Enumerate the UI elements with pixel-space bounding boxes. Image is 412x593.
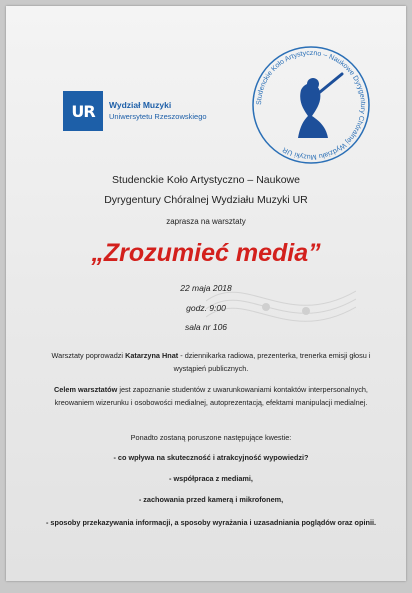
conductor-icon: [298, 74, 342, 138]
topic-item: - sposoby przekazywania informacji, a sposoby wyrażania i uzasadniania poglądów oraz opinii.: [45, 518, 377, 527]
host-paragraph: [46, 349, 376, 375]
invite-text: zaprasza na warsztaty: [166, 217, 246, 226]
goal-paragraph: [46, 383, 376, 409]
organizer-line-2: Dyrygentury Chóralnej Wydziału Muzyki UR: [104, 194, 308, 206]
event-title: „Zrozumieć media”: [91, 239, 321, 267]
event-date: 22 maja 2018: [180, 283, 232, 293]
logo-faculty: Wydział Muzyki: [109, 100, 172, 110]
goal-label: Celem warsztatów: [54, 385, 118, 394]
logo-university: Uniwersytetu Rzeszowskiego: [109, 112, 207, 121]
topics-intro: Ponadto zostaną poruszone następujące kwestie:: [130, 433, 292, 442]
seal-ring-text: Studenckie Koło Artystyczno – Naukowe Dyrygentury Chóralnej Wydziału Muzyki UR: [255, 49, 367, 161]
poster: [6, 6, 406, 581]
choir-seal-logo: [246, 40, 376, 170]
event-time: godz. 9:00: [186, 303, 226, 313]
organizer-line-1: Studenckie Koło Artystyczno – Naukowe: [112, 174, 300, 186]
topic-item: - co wpływa na skuteczność i atrakcyjność wypowiedzi?: [113, 453, 309, 462]
host-name: Katarzyna Hnat: [125, 351, 179, 360]
logo-text: [109, 99, 207, 123]
host-description: - dziennikarka radiowa, prezenterka, trenerka emisji głosu i wystąpień publicznych.: [173, 351, 371, 373]
topic-item: - zachowania przed kamerą i mikrofonem,: [138, 495, 284, 504]
ur-logo-icon: UR: [63, 91, 103, 131]
goal-text: jest zapoznanie studentów z uwarunkowaniami kontaktów interpersonalnych, kreowaniem wizerunku i osobowości medialnej, autoprezentacją, efektami manipulacji medialnej.: [54, 385, 368, 407]
topic-item: - współpraca z mediami,: [169, 474, 253, 483]
event-room: sala nr 106: [184, 322, 228, 332]
university-logo: [63, 91, 207, 131]
host-prefix: Warsztaty poprowadzi: [51, 351, 126, 360]
